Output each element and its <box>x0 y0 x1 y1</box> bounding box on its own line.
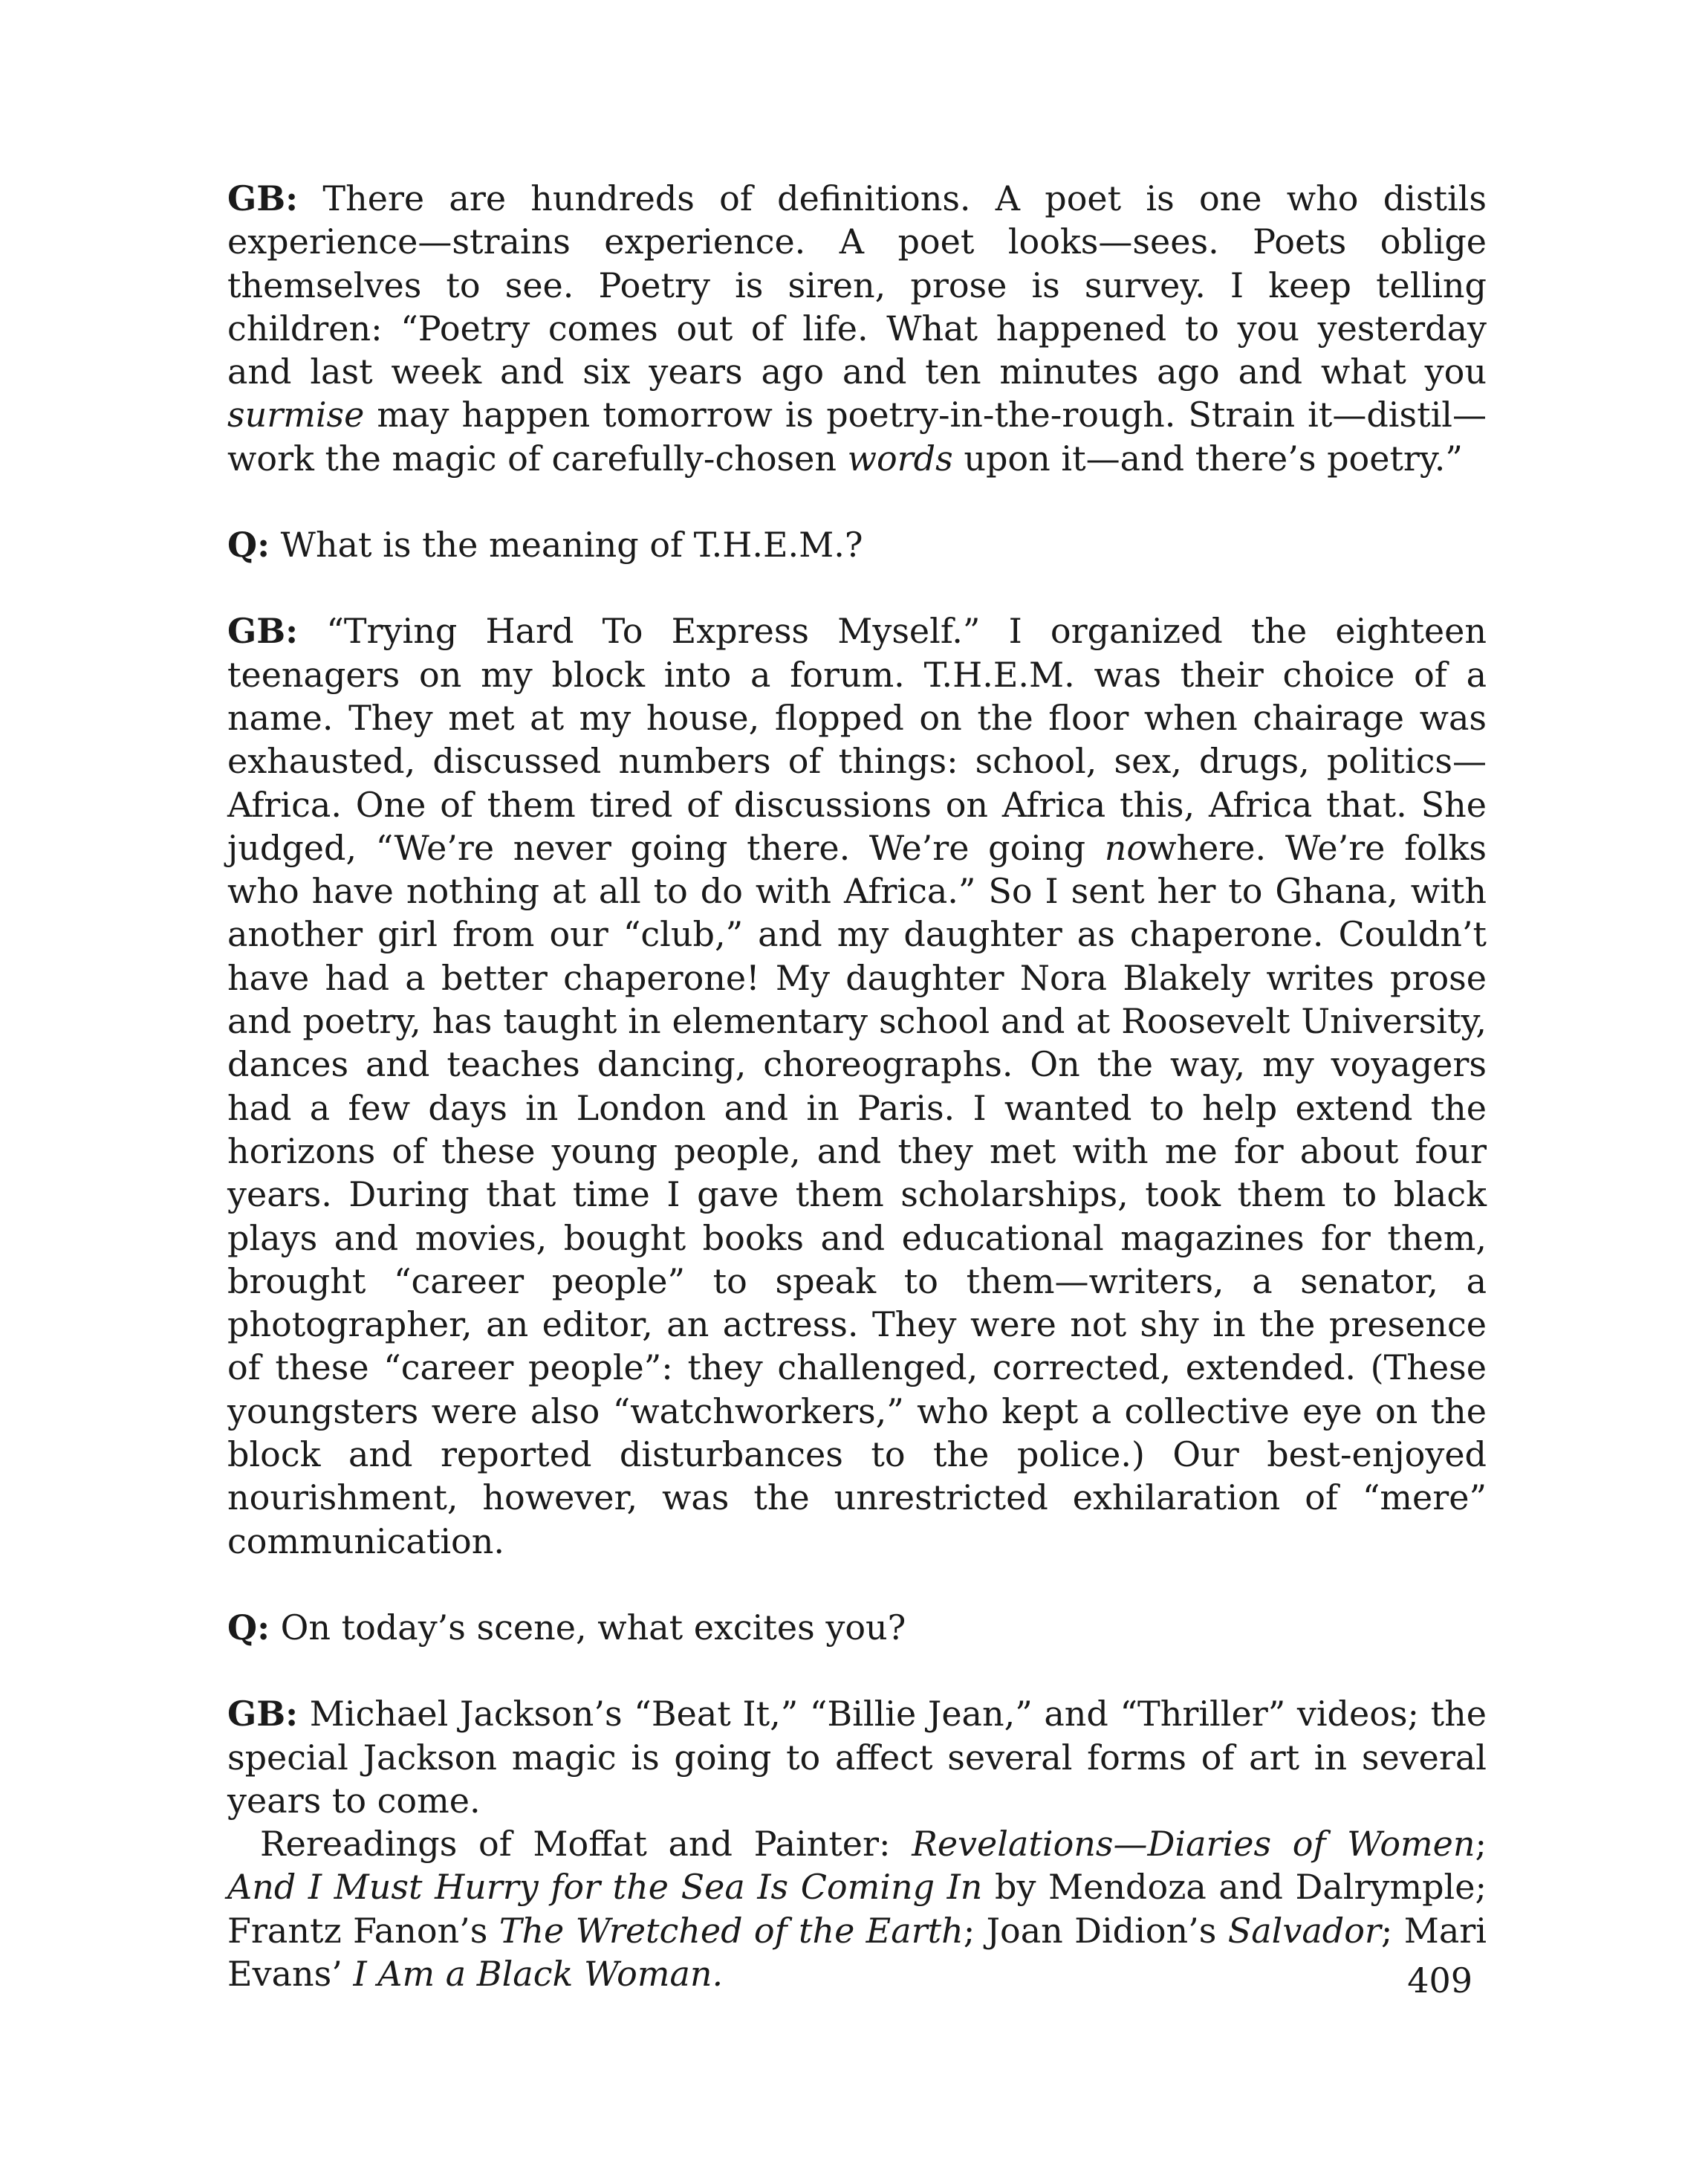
italic-text: words <box>847 438 953 479</box>
text-run: “Trying Hard To Express Myself.” I organized the eighteen teenagers on my block into a forum. T.H.E.M. was their choice of a name. They met at my house, flopped on the floor when chairage was exhausted, discussed numbers of things: school, sex, drugs, politics—Africa. One of them tired of discussions on Africa this, Africa that. She judged, “We’re never going there. We’re going <box>227 611 1487 868</box>
text-run: What is the meaning of T.H.E.M.? <box>270 525 863 566</box>
text-run: There are hundreds of definitions. A poet is one who distils experience—strains experience. A poet looks—sees. Poets oblige themselves to see. Poetry is siren, prose is survey. I keep telling children: “Poetry comes out of life. What happened to you yesterday and last week and six years ago and ten minutes ago and what you <box>227 178 1487 392</box>
question-paragraph <box>227 523 1487 566</box>
text-run: may happen tomorrow is poetry-in-the-rough. Strain it—distil—work the magic of carefully-chosen <box>227 395 1487 479</box>
page-number: 409 <box>1407 1960 1472 2001</box>
speaker-label: GB: <box>227 611 299 652</box>
question-paragraph <box>227 1606 1487 1649</box>
speaker-label: GB: <box>227 178 299 218</box>
continuation-paragraph <box>227 1822 1487 1995</box>
text-run: Michael Jackson’s “Beat It,” “Billie Jean,” and “Thriller” videos; the special Jackson magic is going to affect several forms of art in several years to come. <box>227 1694 1487 1821</box>
text-run: by Mendoza and Dalrymple; Frantz Fanon’s <box>227 1867 1487 1951</box>
text-run: On today’s scene, what excites you? <box>270 1607 906 1648</box>
speaker-label: GB: <box>227 1694 299 1734</box>
italic-text: surmise <box>227 395 365 435</box>
text-run: ; Mari Evans’ <box>227 1910 1487 1994</box>
answer-paragraph <box>227 609 1487 1563</box>
italic-text: no <box>1104 827 1148 868</box>
answer-paragraph <box>227 1692 1487 1822</box>
answer-paragraph <box>227 177 1487 480</box>
italic-text: And I Must Hurry for the Sea Is Coming In <box>227 1867 983 1908</box>
italic-text: Revelations—Diaries of Women <box>912 1824 1475 1865</box>
text-run: upon it—and there’s poetry.” <box>952 438 1463 479</box>
text-run: ; <box>1475 1824 1487 1865</box>
speaker-label: Q: <box>227 525 270 566</box>
italic-text: Salvador <box>1227 1910 1381 1951</box>
italic-text: The Wretched of the Earth <box>499 1910 964 1951</box>
text-run: where. We’re folks who have nothing at all to do with Africa.” So I sent her to Ghana, with another girl from our “club,” and my daughter as chaperone. Couldn’t have had a better chaperone! My daughter Nora Blakely writes prose and poetry, has taught in elementary school and at Roosevelt University, dances and teaches dancing, choreographs. On the way, my voyagers had a few days in London and in Paris. I wanted to help extend the horizons of these young people, and they met with me for about four years. During that time I gave them scholarships, took them to black plays and movies, bought books and educational magazines for them, brought “career people” to speak to them—writers, a senator, a photographer, an editor, an actress. They were not shy in the presence of these “career people”: they challenged, corrected, extended. (These youngsters were also “watchworkers,” who kept a collective eye on the block and reported disturbances to the police.) Our best-enjoyed nourishment, however, was the unrestricted exhilaration of “mere” communication. <box>227 827 1487 1561</box>
speaker-label: Q: <box>227 1607 270 1648</box>
text-run: ; Joan Didion’s <box>963 1910 1228 1951</box>
page-body <box>227 177 1487 1995</box>
italic-text: I Am a Black Woman. <box>353 1953 724 1994</box>
text-run: Rereadings of Moffat and Painter: <box>260 1824 912 1865</box>
